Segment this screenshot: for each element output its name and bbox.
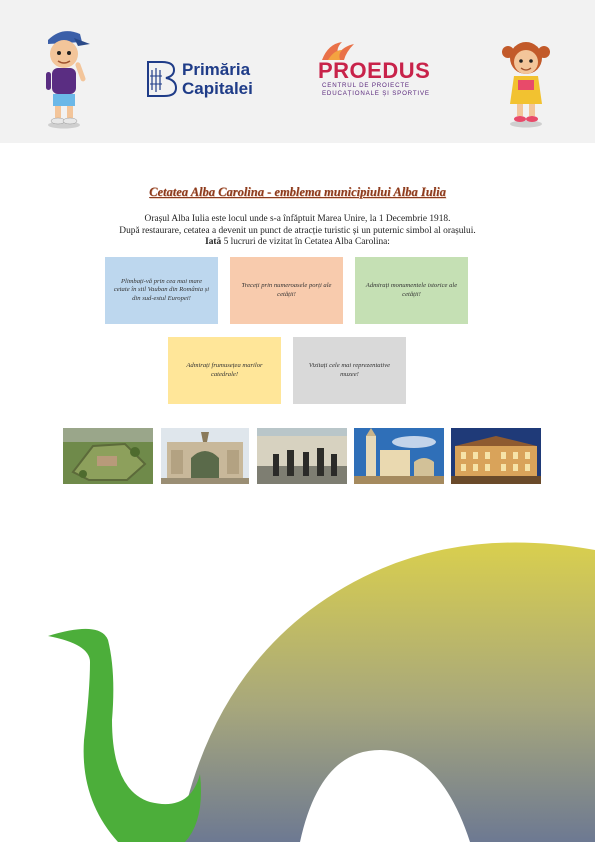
activity-box-gates: Treceți prin numeroasele porți ale cetății! (230, 257, 343, 324)
primaria-line2: Capitalei (182, 79, 253, 98)
decorative-wave-shapes (0, 540, 595, 842)
activity-box-cathedrals: Admirați frumusețea marilor catedrale! (168, 337, 281, 404)
activity-box-museums: Vizitați cele mai reprezentative muzee! (293, 337, 406, 404)
activity-box-monuments: Admirați monumentele istorice ale cetății! (355, 257, 468, 324)
intro-line3-bold: Iată (205, 237, 222, 248)
primaria-line1: Primăria (182, 60, 251, 79)
boy-mascot-illustration (38, 22, 94, 132)
intro-line3-rest: 5 lucruri de vizitat în Cetatea Alba Carolina: (221, 237, 390, 248)
intro-text (60, 214, 535, 249)
proedus-sub1: CENTRUL DE PROIECTE (322, 82, 410, 89)
proedus-sub2: EDUCAȚIONALE ȘI SPORTIVE (322, 89, 430, 97)
activity-box-walk: Plimbați-vă prin cea mai mare cetate în stil Vauban din România și din sud-estul Europei! (105, 257, 218, 324)
page-title: Cetatea Alba Carolina - emblema municipiului Alba Iulia (149, 185, 446, 199)
primaria-capitalei-logo-icon (144, 60, 178, 98)
intro-line1: Orașul Alba Iulia este locul unde s-a înfăptuit Marea Unire, la 1 Decembrie 1918. (144, 214, 451, 224)
photo-aerial-fortress (63, 428, 153, 484)
girl-mascot-illustration (498, 38, 554, 130)
photo-statues-square (257, 428, 347, 484)
intro-line2: După restaurare, cetatea a devenit un punct de atracție turistic și un puternic simbol al orașului. (119, 225, 476, 236)
intro-line3 (60, 237, 535, 249)
proedus-name: PROEDUS (318, 58, 431, 83)
photo-palace-night (451, 428, 541, 484)
photo-cathedral (354, 428, 444, 484)
photo-fortress-gate (161, 428, 249, 484)
